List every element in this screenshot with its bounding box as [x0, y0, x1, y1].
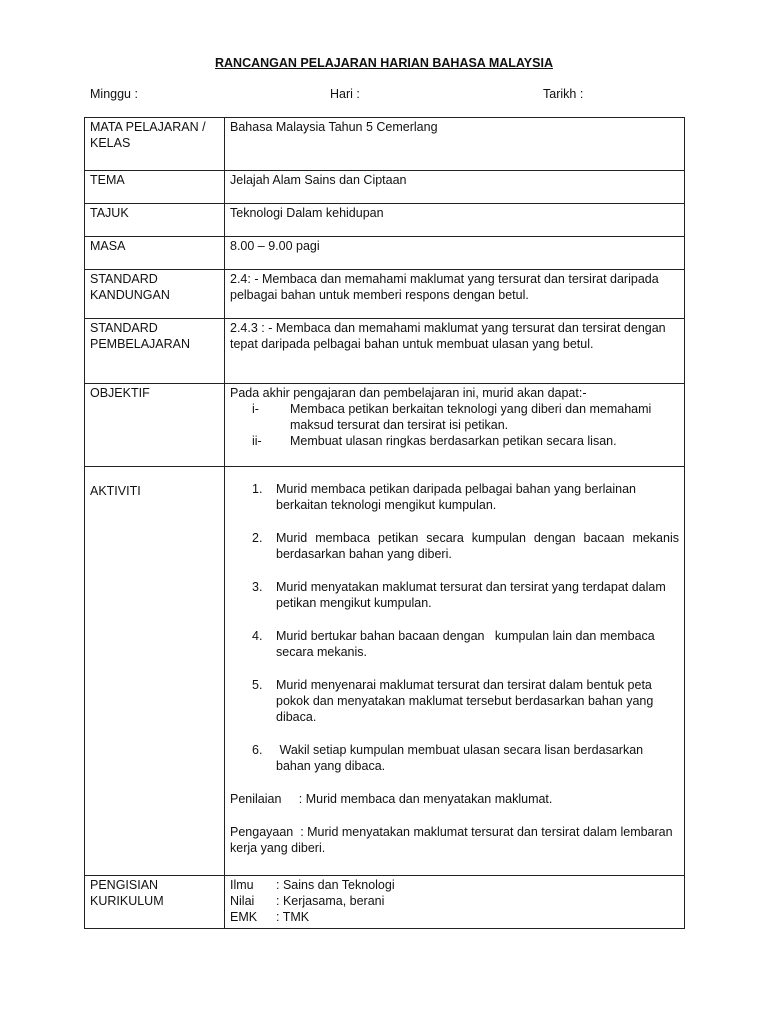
row-tajuk [85, 204, 685, 237]
row-masa [85, 237, 685, 270]
label-objektif: OBJEKTIF [85, 384, 225, 467]
row-standard-kandungan [85, 270, 685, 319]
objektif-item-text: Membuat ulasan ringkas berdasarkan petikan secara lisan. [290, 434, 617, 448]
row-tema [85, 171, 685, 204]
aktiviti-item-number: 6. [252, 743, 263, 757]
aktiviti-item-number: 4. [252, 629, 263, 643]
minggu-label: Minggu : [90, 87, 138, 101]
label-aktiviti: AKTIVITI [85, 467, 225, 876]
penilaian-note: Penilaian : Murid membaca dan menyatakan maklumat. [230, 792, 553, 806]
objektif-item-number: i- [252, 402, 259, 416]
row-standard-pembelajaran [85, 319, 685, 384]
aktiviti-item [230, 742, 679, 774]
document-title: RANCANGAN PELAJARAN HARIAN BAHASA MALAYSIA [215, 56, 553, 70]
label-standard-pembelajaran: STANDARD PEMBELAJARAN [85, 319, 225, 384]
aktiviti-list [230, 481, 679, 774]
aktiviti-item-text: Murid menyatakan maklumat tersurat dan tersirat yang terdapat dalam petikan mengikut kumpulan. [276, 580, 666, 610]
aktiviti-item [230, 677, 679, 725]
pengisian-item [230, 909, 679, 925]
value-masa: 8.00 – 9.00 pagi [225, 237, 685, 270]
value-standard-pembelajaran: 2.4.3 : - Membaca dan memahami maklumat yang tersurat dan tersirat dengan tepat daripada pelbagai bahan untuk membuat ulasan yang betul. [225, 319, 685, 384]
row-mata-pelajaran [85, 118, 685, 171]
aktiviti-item-text: Wakil setiap kumpulan membuat ulasan secara lisan berdasarkan bahan yang dibaca. [276, 743, 647, 773]
aktiviti-item-number: 3. [252, 580, 263, 594]
aktiviti-item [230, 628, 679, 660]
label-mata-pelajaran: MATA PELAJARAN / KELAS [85, 118, 225, 171]
aktiviti-item [230, 481, 679, 513]
objektif-item [230, 401, 679, 433]
pengayaan-note: Pengayaan : Murid menyatakan maklumat tersurat dan tersirat dalam lembaran kerja yang diberi. [230, 825, 677, 855]
objektif-intro: Pada akhir pengajaran dan pembelajaran ini, murid akan dapat:- [230, 386, 587, 400]
aktiviti-item-text: Murid membaca petikan secara kumpulan dengan bacaan mekanis berdasarkan bahan yang diberi. [276, 531, 679, 561]
label-tajuk: TAJUK [85, 204, 225, 237]
tarikh-label: Tarikh : [543, 87, 584, 101]
objektif-item-number: ii- [252, 434, 262, 448]
label-tema: TEMA [85, 171, 225, 204]
value-pengisian-kurikulum [225, 876, 685, 929]
pengisian-key: Nilai [230, 894, 255, 908]
aktiviti-item-text: Murid bertukar bahan bacaan dengan kumpulan lain dan membaca secara mekanis. [276, 629, 659, 659]
aktiviti-item-text: Murid membaca petikan daripada pelbagai bahan yang berlainan berkaitan teknologi mengikut kumpulan. [276, 482, 636, 512]
pengisian-key: Ilmu [230, 878, 254, 892]
aktiviti-item-number: 2. [252, 531, 263, 545]
row-pengisian-kurikulum [85, 876, 685, 929]
value-objektif [225, 384, 685, 467]
aktiviti-item [230, 530, 679, 562]
objektif-item-text: Membaca petikan berkaitan teknologi yang diberi dan memahami maksud tersurat dan tersirat isi petikan. [290, 402, 652, 432]
value-tajuk: Teknologi Dalam kehidupan [225, 204, 685, 237]
pengisian-item [230, 893, 679, 909]
row-objektif [85, 384, 685, 467]
label-masa: MASA [85, 237, 225, 270]
aktiviti-item-text: Murid menyenarai maklumat tersurat dan tersirat dalam bentuk peta pokok dan menyatakan maklumat tersebut berdasarkan bahan yang dibaca. [276, 678, 654, 724]
pengisian-value: : TMK [276, 910, 310, 924]
value-tema: Jelajah Alam Sains dan Ciptaan [225, 171, 685, 204]
pengisian-value: : Kerjasama, berani [276, 894, 385, 908]
label-pengisian-kurikulum: PENGISIAN KURIKULUM [85, 876, 225, 929]
hari-label: Hari : [330, 87, 360, 101]
aktiviti-item-number: 5. [252, 678, 263, 692]
value-standard-kandungan: 2.4: - Membaca dan memahami maklumat yang tersurat dan tersirat daripada pelbagai bahan untuk memberi respons dengan betul. [225, 270, 685, 319]
row-aktiviti [85, 467, 685, 876]
value-aktiviti [225, 467, 685, 876]
label-standard-kandungan: STANDARD KANDUNGAN [85, 270, 225, 319]
aktiviti-item-number: 1. [252, 482, 263, 496]
pengisian-key: EMK [230, 910, 258, 924]
pengisian-item [230, 877, 679, 893]
value-mata-pelajaran: Bahasa Malaysia Tahun 5 Cemerlang [225, 118, 685, 171]
lesson-plan-table [84, 117, 685, 929]
pengisian-value: : Sains dan Teknologi [276, 878, 395, 892]
aktiviti-item [230, 579, 679, 611]
objektif-item [230, 433, 679, 449]
